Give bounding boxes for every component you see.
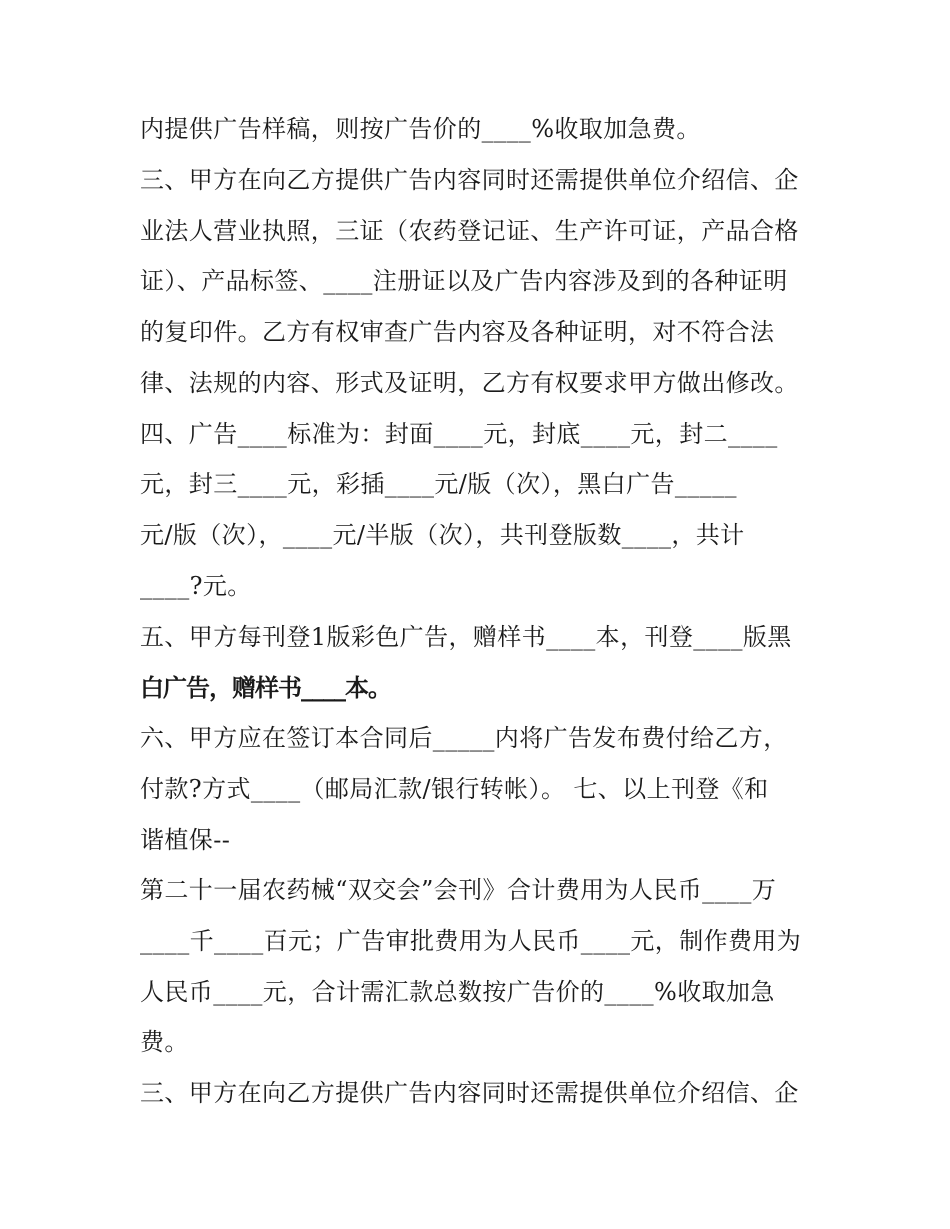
text-line-12: 白广告，赠样书____本。 [140, 674, 391, 702]
text-line-17: ____千____百元；广告审批费用为人民币____元，制作费用为 [140, 927, 802, 955]
text-line-16: 第二十一届农药械“双交会”会刊》合计费用为人民币____万 [140, 876, 777, 904]
text-line-8: 元，封三____元，彩插____元/版（次），黑白广告_____ [140, 470, 737, 498]
text-line-1: 内提供广告样稿，则按广告价的____%收取加急费。 [140, 115, 701, 143]
text-line-7: 四、广告____标准为：封面____元，封底____元，封二____ [140, 420, 778, 448]
text-line-4: 证）、产品标签、____注册证以及广告内容涉及到的各种证明 [140, 267, 788, 295]
text-line-19: 费。 [140, 1028, 189, 1056]
text-line-14: 付款?方式____（邮局汇款/银行转帐）。 七、以上刊登《和 [140, 775, 769, 803]
text-line-15: 谐植保-- [140, 826, 231, 854]
text-line-2: 三、甲方在向乙方提供广告内容同时还需提供单位介绍信、企 [140, 166, 799, 194]
text-line-9: 元/版（次），____元/半版（次），共刊登版数____，共计 [140, 521, 745, 549]
text-line-6: 律、法规的内容、形式及证明，乙方有权要求甲方做出修改。 [140, 369, 799, 397]
text-line-10: ____?元。 [140, 572, 252, 600]
text-line-18: 人民币____元，合计需汇款总数按广告价的____%收取加急 [140, 978, 775, 1006]
text-line-20: 三、甲方在向乙方提供广告内容同时还需提供单位介绍信、企 [140, 1079, 799, 1107]
text-line-13: 六、甲方应在签订本合同后_____内将广告发布费付给乙方， [140, 724, 788, 752]
text-line-11: 五、甲方每刊登1版彩色广告，赠样书____本，刊登____版黑 [140, 623, 792, 651]
text-line-3: 业法人营业执照，三证（农药登记证、生产许可证，产品合格 [140, 217, 799, 245]
text-line-5: 的复印件。乙方有权审查广告内容及各种证明，对不符合法 [140, 318, 775, 346]
